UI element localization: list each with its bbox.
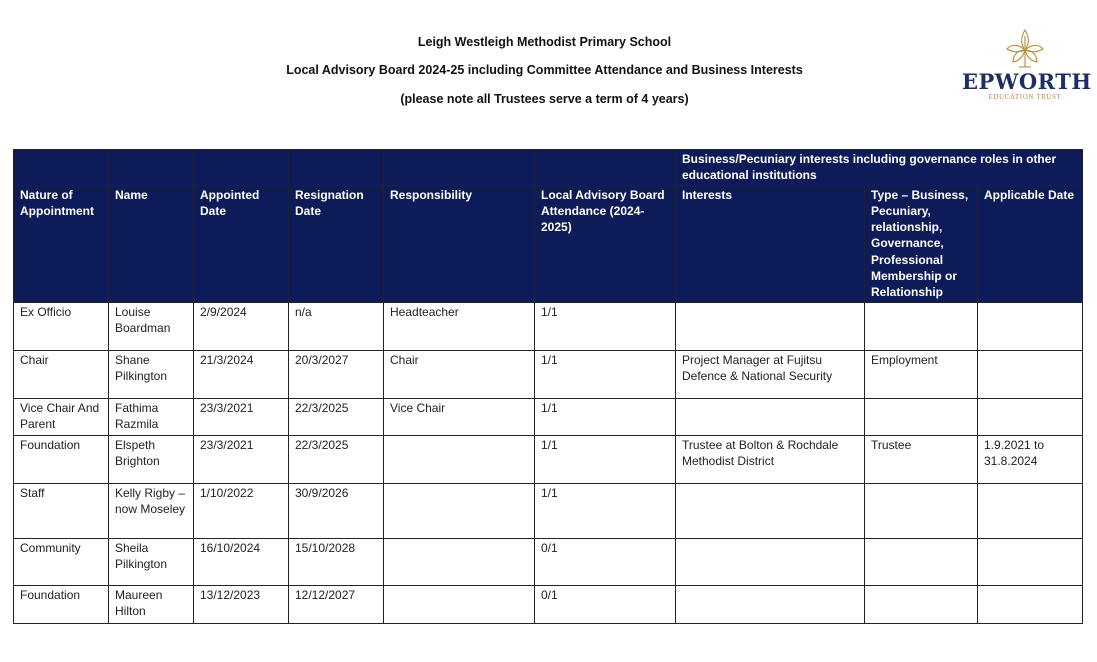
cell-nature: Community <box>14 538 109 585</box>
logo-name: EPWORTH <box>962 69 1092 94</box>
cell-type <box>865 302 978 350</box>
cell-interests <box>676 538 865 585</box>
cell-interests <box>676 302 865 350</box>
cell-resignation: 22/3/2025 <box>289 398 384 435</box>
header-blank <box>289 150 384 186</box>
cell-name: Louise Boardman <box>109 302 194 350</box>
table-row <box>14 302 1083 350</box>
col-header-interests: Interests <box>676 185 865 302</box>
cell-attendance: 0/1 <box>535 585 676 623</box>
cell-appointed: 1/10/2022 <box>194 483 289 538</box>
cell-attendance: 1/1 <box>535 302 676 350</box>
cell-resignation: n/a <box>289 302 384 350</box>
header-blank <box>535 150 676 186</box>
table-row <box>14 483 1083 538</box>
cell-appointed: 23/3/2021 <box>194 398 289 435</box>
table-row <box>14 585 1083 623</box>
cell-attendance: 1/1 <box>535 435 676 483</box>
cell-appointed: 21/3/2024 <box>194 350 289 398</box>
header-blank <box>14 150 109 186</box>
cell-type <box>865 585 978 623</box>
col-header-responsibility: Responsibility <box>384 185 535 302</box>
epworth-logo <box>962 28 1092 104</box>
cell-resignation: 22/3/2025 <box>289 435 384 483</box>
cell-responsibility <box>384 585 535 623</box>
cell-resignation: 12/12/2027 <box>289 585 384 623</box>
cell-name: Maureen Hilton <box>109 585 194 623</box>
group-header-business-interests: Business/Pecuniary interests including governance roles in other educational institutions <box>676 150 1083 186</box>
cell-applicable <box>978 585 1083 623</box>
cell-type <box>865 398 978 435</box>
cell-interests <box>676 483 865 538</box>
cell-nature: Chair <box>14 350 109 398</box>
cell-name: Fathima Razmila <box>109 398 194 435</box>
cell-attendance: 1/1 <box>535 483 676 538</box>
cell-responsibility <box>384 435 535 483</box>
cell-type <box>865 538 978 585</box>
cell-appointed: 13/12/2023 <box>194 585 289 623</box>
term-note: (please note all Trustees serve a term of 4 years) <box>400 92 689 106</box>
cell-responsibility: Chair <box>384 350 535 398</box>
cell-responsibility <box>384 538 535 585</box>
cell-resignation: 15/10/2028 <box>289 538 384 585</box>
cell-nature: Foundation <box>14 585 109 623</box>
col-header-attendance: Local Advisory Board Attendance (2024-2025) <box>535 185 676 302</box>
cell-responsibility: Vice Chair <box>384 398 535 435</box>
col-header-type: Type – Business, Pecuniary, relationship, Governance, Professional Membership or Relationship <box>865 185 978 302</box>
col-header-applicable: Applicable Date <box>978 185 1083 302</box>
cell-nature: Staff <box>14 483 109 538</box>
school-name: Leigh Westleigh Methodist Primary School <box>417 35 672 49</box>
cell-responsibility <box>384 483 535 538</box>
header-row-group <box>14 150 1083 186</box>
cell-type: Employment <box>865 350 978 398</box>
header-blank <box>109 150 194 186</box>
cell-name: Sheila Pilkington <box>109 538 194 585</box>
cell-applicable: 1.9.2021 to 31.8.2024 <box>978 435 1083 483</box>
cell-applicable <box>978 483 1083 538</box>
table-row <box>14 398 1083 435</box>
cell-applicable <box>978 398 1083 435</box>
cell-interests <box>676 398 865 435</box>
cell-applicable <box>978 538 1083 585</box>
table-row <box>14 538 1083 585</box>
cell-nature: Ex Officio <box>14 302 109 350</box>
cell-resignation: 20/3/2027 <box>289 350 384 398</box>
col-header-resignation: Resignation Date <box>289 185 384 302</box>
logo-subtitle: EDUCATION TRUST <box>988 93 1062 101</box>
cell-name: Elspeth Brighton <box>109 435 194 483</box>
cell-name: Shane Pilkington <box>109 350 194 398</box>
cell-responsibility: Headteacher <box>384 302 535 350</box>
header-blank <box>194 150 289 186</box>
cell-appointed: 23/3/2021 <box>194 435 289 483</box>
cell-interests: Project Manager at Fujitsu Defence & National Security <box>676 350 865 398</box>
cell-attendance: 1/1 <box>535 398 676 435</box>
col-header-nature: Nature of Appointment <box>14 185 109 302</box>
table-row <box>14 435 1083 483</box>
advisory-board-table <box>13 149 1083 624</box>
cell-applicable <box>978 302 1083 350</box>
cell-nature: Vice Chair And Parent <box>14 398 109 435</box>
fleur-emblem-icon <box>1003 28 1047 70</box>
cell-type <box>865 483 978 538</box>
col-header-name: Name <box>109 185 194 302</box>
header-blank <box>384 150 535 186</box>
cell-nature: Foundation <box>14 435 109 483</box>
header-row-columns <box>14 185 1083 302</box>
col-header-appointed: Appointed Date <box>194 185 289 302</box>
cell-appointed: 2/9/2024 <box>194 302 289 350</box>
cell-appointed: 16/10/2024 <box>194 538 289 585</box>
document-title: Local Advisory Board 2024-25 including Committee Attendance and Business Interests <box>286 63 803 77</box>
cell-interests: Trustee at Bolton & Rochdale Methodist District <box>676 435 865 483</box>
cell-attendance: 1/1 <box>535 350 676 398</box>
cell-applicable <box>978 350 1083 398</box>
cell-name: Kelly Rigby – now Moseley <box>109 483 194 538</box>
cell-resignation: 30/9/2026 <box>289 483 384 538</box>
cell-attendance: 0/1 <box>535 538 676 585</box>
table-row <box>14 350 1083 398</box>
cell-type: Trustee <box>865 435 978 483</box>
cell-interests <box>676 585 865 623</box>
